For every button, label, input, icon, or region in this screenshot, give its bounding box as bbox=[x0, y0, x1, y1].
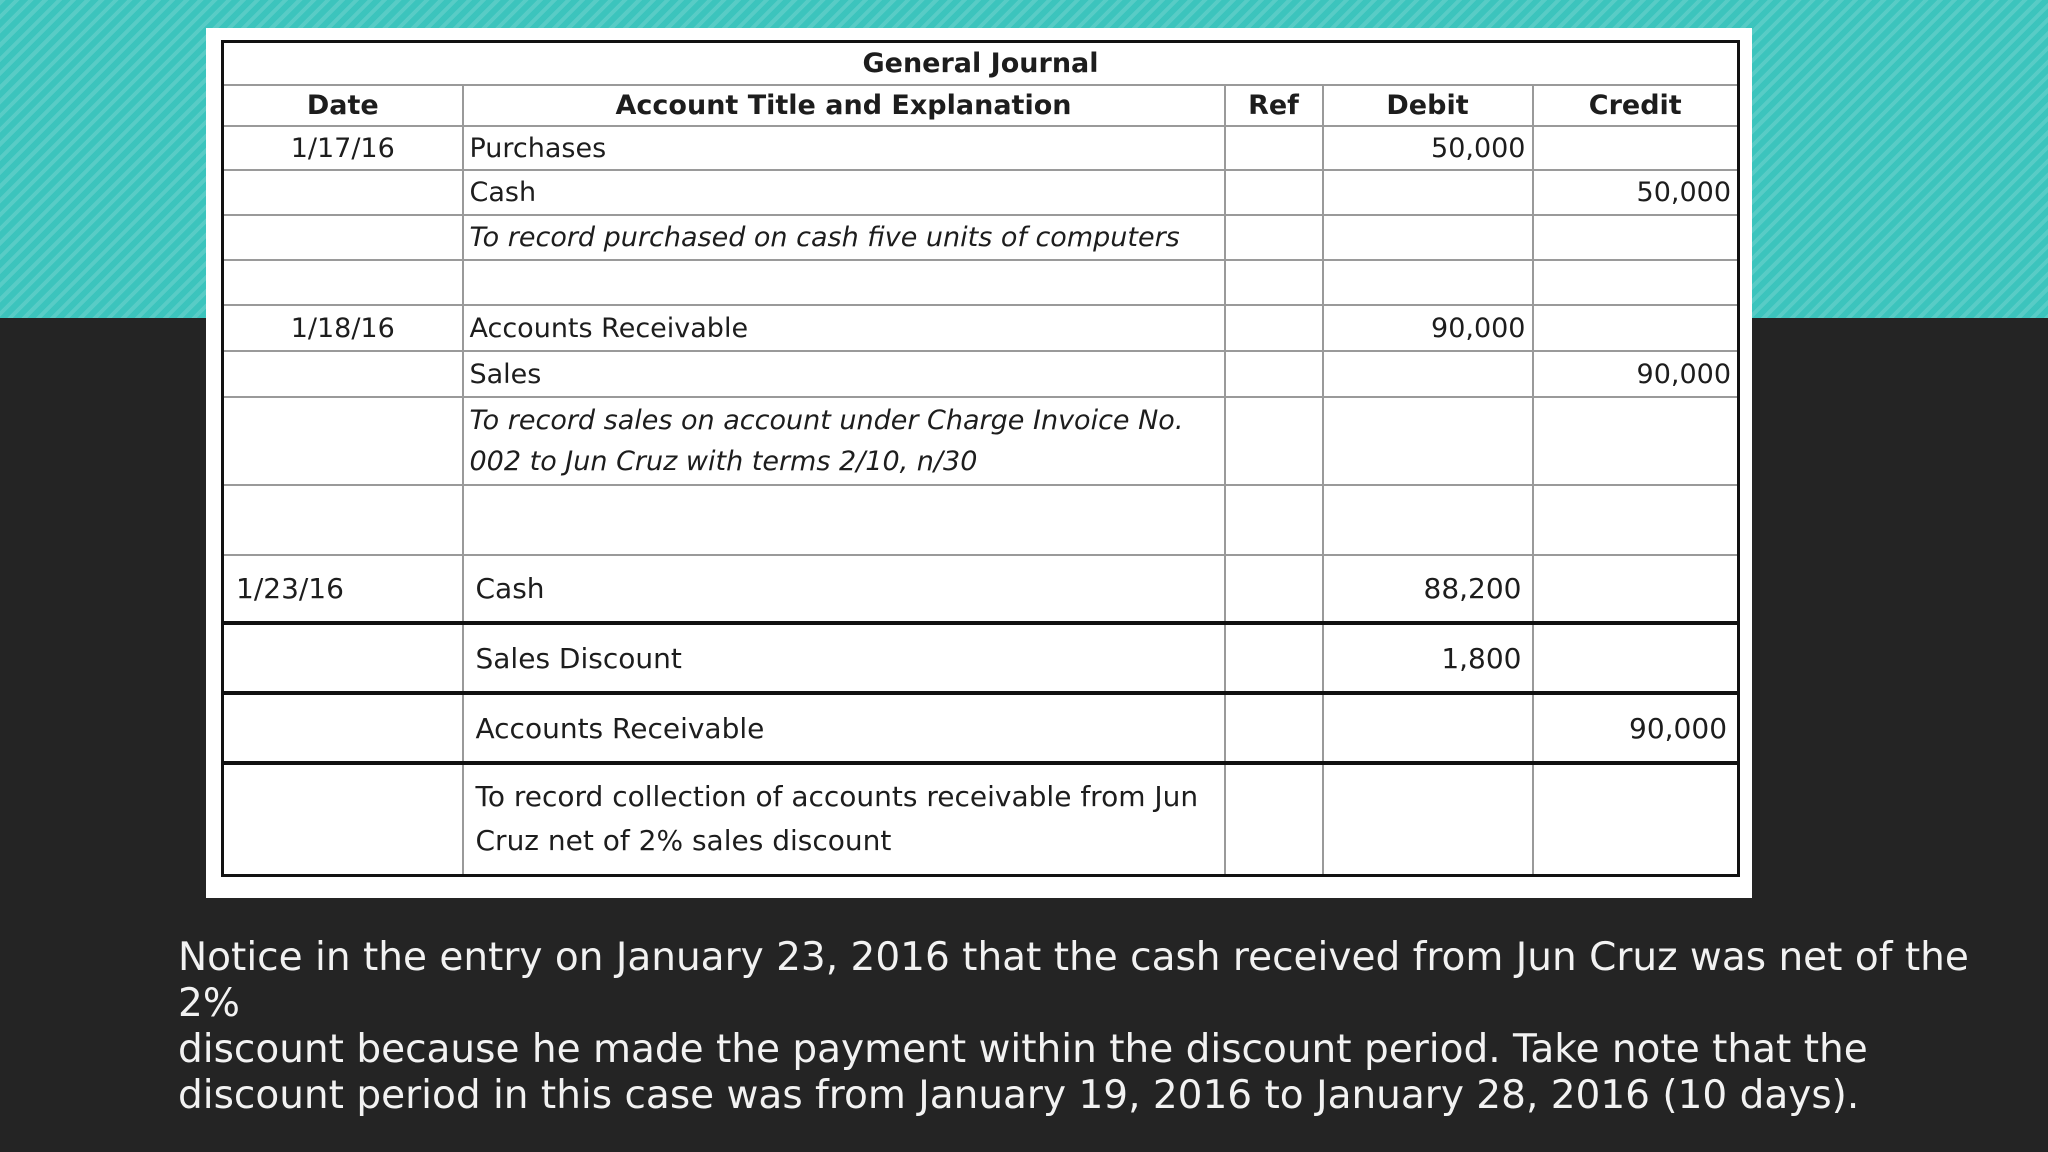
row-ref bbox=[1225, 397, 1323, 485]
row-ref bbox=[1225, 485, 1323, 555]
row-credit: 50,000 bbox=[1533, 170, 1739, 215]
row-credit bbox=[1533, 397, 1739, 485]
row-credit bbox=[1533, 485, 1739, 555]
row-ref bbox=[1225, 623, 1323, 693]
row-credit bbox=[1533, 623, 1739, 693]
table-row bbox=[223, 215, 1739, 260]
row-debit bbox=[1323, 397, 1533, 485]
row-ref bbox=[1225, 763, 1323, 875]
header-credit: Credit bbox=[1533, 85, 1739, 126]
row-debit bbox=[1323, 215, 1533, 260]
row-date bbox=[223, 215, 463, 260]
row-ref bbox=[1225, 693, 1323, 763]
row-account: Sales Discount bbox=[463, 623, 1225, 693]
row-ref bbox=[1225, 170, 1323, 215]
row-debit bbox=[1323, 763, 1533, 875]
row-date: 1/23/16 bbox=[223, 555, 463, 623]
header-ref: Ref bbox=[1225, 85, 1323, 126]
row-credit: 90,000 bbox=[1533, 693, 1739, 763]
row-account: Cash bbox=[463, 555, 1225, 623]
row-account: Accounts Receivable bbox=[463, 693, 1225, 763]
table-row-blank bbox=[223, 260, 1739, 305]
row-ref bbox=[1225, 555, 1323, 623]
row-ref bbox=[1225, 215, 1323, 260]
row-date bbox=[223, 170, 463, 215]
row-account bbox=[463, 260, 1225, 305]
table-row bbox=[223, 305, 1739, 351]
row-date bbox=[223, 351, 463, 397]
table-row bbox=[223, 170, 1739, 215]
header-debit: Debit bbox=[1323, 85, 1533, 126]
note-line: Notice in the entry on January 23, 2016 that the cash received from Jun Cruz was net of the 2% bbox=[178, 935, 1969, 1026]
table-row bbox=[223, 555, 1739, 623]
row-credit bbox=[1533, 215, 1739, 260]
row-explanation: To record purchased on cash five units of computers bbox=[463, 215, 1225, 260]
row-date bbox=[223, 693, 463, 763]
row-date bbox=[223, 763, 463, 875]
table-row bbox=[223, 397, 1739, 485]
row-account bbox=[463, 485, 1225, 555]
row-account: Sales bbox=[463, 351, 1225, 397]
row-ref bbox=[1225, 351, 1323, 397]
header-date: Date bbox=[223, 85, 463, 126]
table-row bbox=[223, 763, 1739, 875]
row-ref bbox=[1225, 305, 1323, 351]
row-debit: 1,800 bbox=[1323, 623, 1533, 693]
row-date: 1/17/16 bbox=[223, 126, 463, 170]
row-debit: 88,200 bbox=[1323, 555, 1533, 623]
note-line: discount because he made the payment within the discount period. Take note that the bbox=[178, 1027, 1868, 1072]
row-credit bbox=[1533, 126, 1739, 170]
row-credit: 90,000 bbox=[1533, 351, 1739, 397]
row-credit bbox=[1533, 555, 1739, 623]
table-row bbox=[223, 623, 1739, 693]
row-account: Purchases bbox=[463, 126, 1225, 170]
table-row-blank bbox=[223, 485, 1739, 555]
row-account: Accounts Receivable bbox=[463, 305, 1225, 351]
table-row bbox=[223, 693, 1739, 763]
row-date bbox=[223, 260, 463, 305]
row-debit bbox=[1323, 485, 1533, 555]
row-debit bbox=[1323, 693, 1533, 763]
row-debit bbox=[1323, 170, 1533, 215]
table-row bbox=[223, 126, 1739, 170]
row-credit bbox=[1533, 763, 1739, 875]
row-date bbox=[223, 397, 463, 485]
row-explanation: To record sales on account under Charge Invoice No. 002 to Jun Cruz with terms 2/10, n/30 bbox=[463, 397, 1225, 485]
row-explanation: To record collection of accounts receivable from Jun Cruz net of 2% sales discount bbox=[463, 763, 1225, 875]
row-debit bbox=[1323, 351, 1533, 397]
row-ref bbox=[1225, 126, 1323, 170]
row-debit: 90,000 bbox=[1323, 305, 1533, 351]
row-date bbox=[223, 623, 463, 693]
note-line: discount period in this case was from January 19, 2016 to January 28, 2016 (10 days). bbox=[178, 1073, 1860, 1118]
row-account: Cash bbox=[463, 170, 1225, 215]
general-journal-table bbox=[221, 40, 1740, 877]
header-account: Account Title and Explanation bbox=[463, 85, 1225, 126]
row-credit bbox=[1533, 305, 1739, 351]
journal-title: General Journal bbox=[223, 42, 1739, 86]
row-credit bbox=[1533, 260, 1739, 305]
row-debit bbox=[1323, 260, 1533, 305]
table-row bbox=[223, 351, 1739, 397]
row-date bbox=[223, 485, 463, 555]
journal-image bbox=[206, 28, 1752, 898]
row-ref bbox=[1225, 260, 1323, 305]
row-debit: 50,000 bbox=[1323, 126, 1533, 170]
explanation-note bbox=[178, 935, 1978, 1119]
row-date: 1/18/16 bbox=[223, 305, 463, 351]
